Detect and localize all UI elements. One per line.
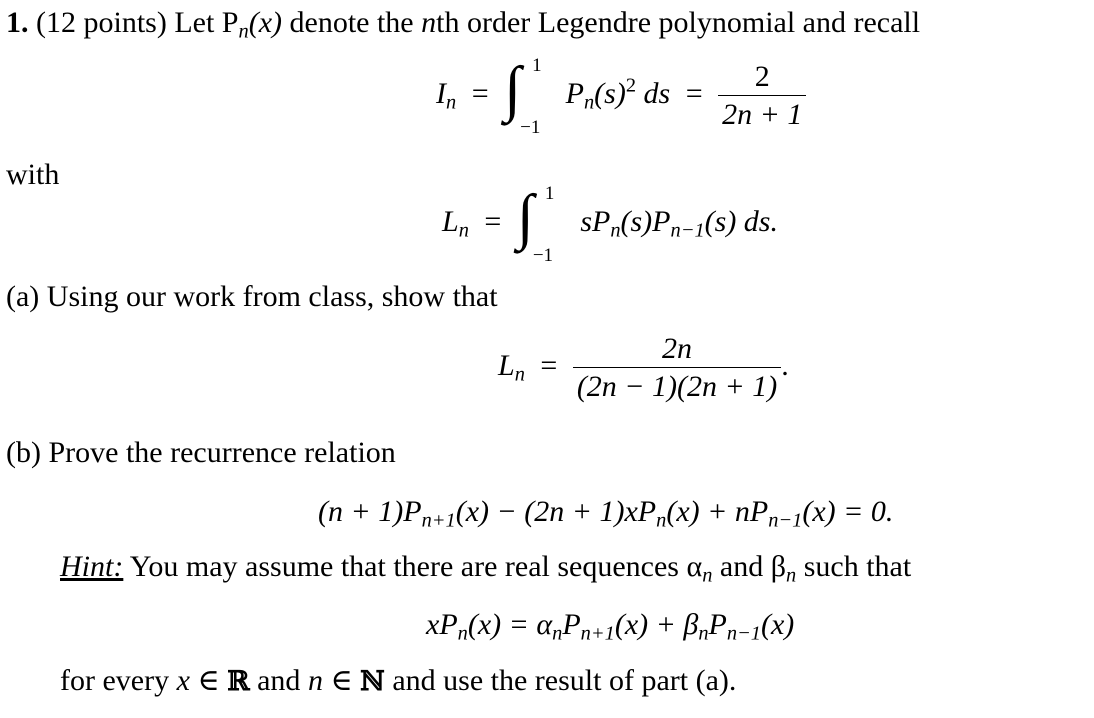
closing-rest: and use the result of part (a). (384, 664, 737, 697)
eq1-fraction (718, 62, 806, 130)
eq2-equals: = (484, 204, 502, 238)
eq1-lhs: I (436, 76, 446, 110)
eq5-c-sub: n+1 (580, 622, 615, 645)
eq2-sub-a: n (610, 219, 621, 242)
eq3-fraction (573, 334, 781, 402)
eq5-b: (x) = α (467, 608, 553, 641)
eq1-denominator: 2n + 1 (718, 95, 806, 130)
eq5-d-sub: n (698, 622, 709, 645)
eq5-c: P (562, 608, 581, 641)
eq2-lhs-sub: n (458, 219, 469, 242)
eq2-sub-b: n−1 (670, 219, 705, 242)
eq1-equals: = (471, 76, 489, 110)
eq3-lhs: L (498, 348, 515, 382)
closing-a: for every (60, 664, 177, 697)
eq1-lower-limit: −1 (520, 117, 541, 138)
closing-x: x (176, 664, 190, 697)
hint-text-a: You may assume that there are real sequences α (123, 550, 703, 583)
eq4-c-sub: n−1 (768, 509, 803, 532)
eq5-d: (x) + β (614, 608, 699, 641)
eq2-upper-limit: 1 (544, 183, 555, 204)
intro-arg: (x) (248, 6, 282, 39)
eq3-denominator: (2n − 1)(2n + 1) (573, 367, 781, 402)
intro-subscript: n (238, 20, 249, 43)
intro-n: n (421, 6, 437, 39)
closing-in-1: ∈ (189, 664, 228, 697)
naturals-symbol: ℕ (360, 666, 385, 697)
eq3-period: . (781, 348, 789, 382)
problem-intro (36, 6, 921, 43)
equation-three-term (426, 610, 794, 644)
eq4-b-sub: n (656, 509, 667, 532)
eq1-ds: ds (636, 76, 671, 110)
eq3-equals: = (540, 348, 558, 382)
integral-sign: ∫ 1 −1 (504, 55, 542, 138)
hint-label: Hint: (60, 550, 124, 583)
reals-symbol: ℝ (227, 666, 250, 697)
part-a-label: (a) Using our work from class, show that (6, 280, 498, 313)
intro-text: (12 points) Let P (36, 6, 239, 39)
hint-line (60, 552, 911, 586)
eq5-e-sub: n−1 (726, 622, 761, 645)
part-b-label: (b) Prove the recurrence relation (6, 436, 396, 469)
eq1-integrand-sub: n (583, 91, 595, 114)
hint-sub-a: n (702, 564, 713, 587)
integral-sign-2: ∫ 1 −1 (516, 183, 555, 266)
with-label: with (6, 158, 60, 191)
hint-sub-b: n (786, 564, 797, 587)
eq5-f: (x) (761, 608, 795, 641)
equation-Ln (442, 183, 778, 266)
eq2-lower-limit: −1 (532, 245, 554, 266)
hint-text-c: such that (796, 550, 912, 583)
eq4-d: (x) = 0. (802, 495, 894, 528)
eq1-upper-limit: 1 (532, 55, 542, 76)
eq4-b: (x) − (2n + 1)xP (455, 495, 657, 528)
eq1-equals-2: = (685, 76, 703, 110)
closing-and: and (249, 664, 308, 697)
eq4-c: (x) + nP (666, 495, 769, 528)
eq5-e: P (708, 608, 727, 641)
eq2-integrand-c: (s) ds. (704, 204, 778, 238)
eq2-lhs: L (442, 204, 459, 238)
eq1-integrand-arg: (s) (594, 76, 626, 110)
eq3-lhs-sub: n (514, 363, 525, 386)
equation-Ln-result (498, 334, 789, 402)
eq5-a: xP (426, 608, 458, 641)
closing-line (60, 666, 736, 696)
eq2-integrand-a: sP (580, 204, 611, 238)
eq2-integrand-b: (s)P (620, 204, 671, 238)
eq5-a-sub: n (457, 622, 468, 645)
eq1-integrand: P (565, 76, 584, 110)
eq1-lhs-sub: n (446, 91, 457, 114)
closing-n: n (307, 664, 323, 697)
eq1-integrand-sup: 2 (625, 74, 637, 97)
intro-rest-2: th order Legendre polynomial and recall (436, 6, 921, 39)
eq4-a-sub: n+1 (421, 509, 456, 532)
problem-number: 1. (6, 6, 29, 39)
eq3-numerator: 2n (662, 332, 693, 365)
closing-in-2: ∈ (322, 664, 361, 697)
equation-recurrence (318, 497, 893, 531)
intro-rest-1: denote the (282, 6, 422, 39)
eq1-numerator: 2 (754, 60, 770, 93)
equation-In (436, 55, 806, 138)
problem-statement (6, 8, 920, 42)
eq4-a: (n + 1)P (318, 495, 422, 528)
eq5-b-sub: n (552, 622, 563, 645)
hint-text-b: and β (712, 550, 786, 583)
